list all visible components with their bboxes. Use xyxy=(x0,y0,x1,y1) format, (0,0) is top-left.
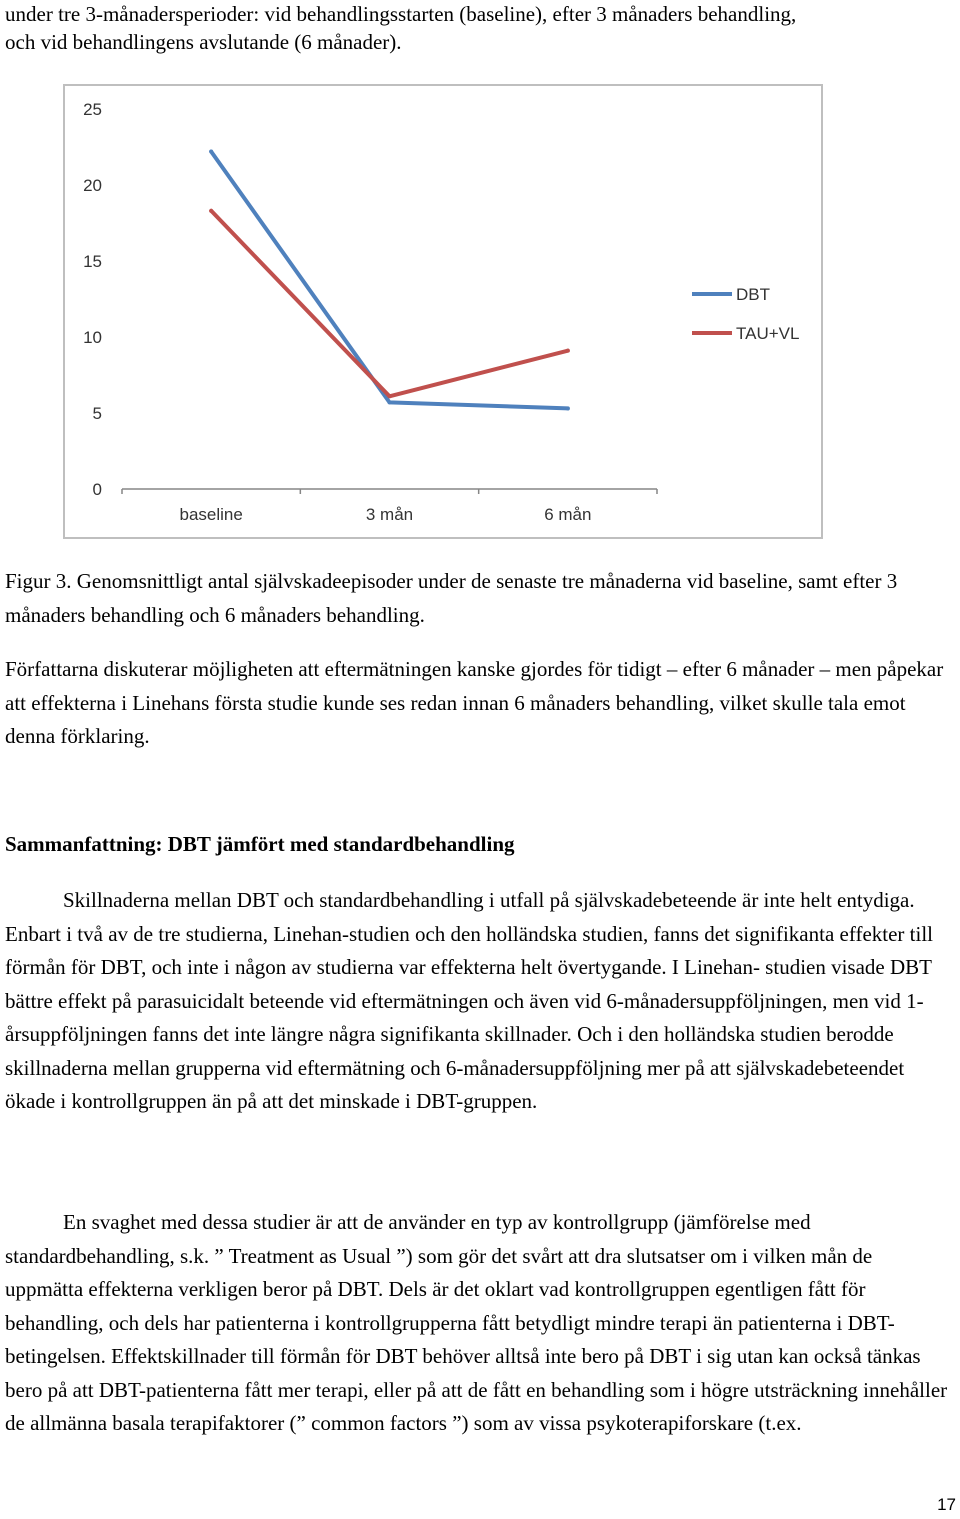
y-tick-label: 25 xyxy=(83,100,102,119)
x-tick-label: baseline xyxy=(179,505,243,524)
y-tick-label: 20 xyxy=(83,176,102,195)
paragraph-discussion: Författarna diskuterar möjligheten att eftermätningen kanske gjordes för tidigt – efter 6 månader – men påpekar att effekterna i Linehans första studie kunde ses redan innan 6 månaders behandling, vilket skulle tala emot denna förklaring. xyxy=(5,657,944,748)
x-tick-label: 3 mån xyxy=(365,505,414,524)
y-tick-label: 10 xyxy=(83,328,102,347)
data-point xyxy=(566,406,570,410)
data-point xyxy=(209,209,213,213)
section-heading: Sammanfattning: DBT jämfört med standardbehandling xyxy=(5,832,515,856)
intro-line: och vid behandlingens avslutande (6 månader). xyxy=(5,30,402,54)
paragraph-summary: Skillnaderna mellan DBT och standardbehandling i utfall på självskadebeteende är inte helt entydiga. Enbart i två av de tre studierna, Linehan-studien och den holländska studien, fanns det signifikanta effekter till förmån för DBT, och inte i någon av studierna var effekterna helt övertygande. I Linehan- studien visade DBT bättre effekt på parasuicidalt beteende vid eftermätningen och även vid 6-månadersuppföljningen, men vid 1-årsuppföljningen fanns det inte längre några signifikanta skillnader. Och i den holländska studien berodde skillnaderna mellan grupperna vid eftermätning och 6-månadersuppföljning mer på att självskadebeteendet ökade i kontrollgruppen än på att det minskade i DBT-gruppen. xyxy=(5,888,933,1113)
y-tick-label: 15 xyxy=(83,252,102,271)
data-point xyxy=(388,400,392,404)
x-tick-label: 6 mån xyxy=(544,505,592,524)
line-chart xyxy=(63,84,823,539)
page-number: 17 xyxy=(937,1495,956,1514)
series-line xyxy=(211,152,568,409)
data-point xyxy=(388,394,392,398)
data-point xyxy=(566,349,570,353)
data-point xyxy=(209,150,213,154)
legend-label: DBT xyxy=(736,285,770,304)
paragraph-weakness: En svaghet med dessa studier är att de använder en typ av kontrollgrupp (jämförelse med standardbehandling, s.k. ” Treatment as Usual ”) som gör det svårt att dra slutsatser om i vilken mån de uppmätta effekterna verkligen beror på DBT. Dels är det oklart vad kontrollgruppen egentligen fått för behandling, och dels har patienterna i kontrollgrupperna fått betydligt mindre terapi än patienterna i DBT-betingelsen. Effektskillnader till förmån för DBT behöver alltså inte bero på DBT i sig utan kan också tänkas bero på att DBT-patienterna fått mer terapi, eller på att de fått en behandling som i högre utsträckning innehåller de allmänna basala terapifaktorer (” common factors ”) som av vissa psykoterapiforskare (t.ex. xyxy=(5,1210,948,1435)
series-line xyxy=(211,211,568,396)
intro-line: under tre 3-månadersperioder: vid behandlingsstarten (baseline), efter 3 månaders behandling, xyxy=(5,2,797,26)
y-tick-label: 0 xyxy=(92,480,102,499)
legend-label: TAU+VL xyxy=(736,324,800,343)
y-tick-label: 5 xyxy=(92,404,102,423)
intro-text xyxy=(5,0,955,56)
chart-canvas xyxy=(65,86,825,541)
figure-caption: Figur 3. Genomsnittligt antal självskadeepisoder under de senaste tre månaderna vid baseline, samt efter 3 månaders behandling och 6 månaders behandling. xyxy=(5,569,898,627)
